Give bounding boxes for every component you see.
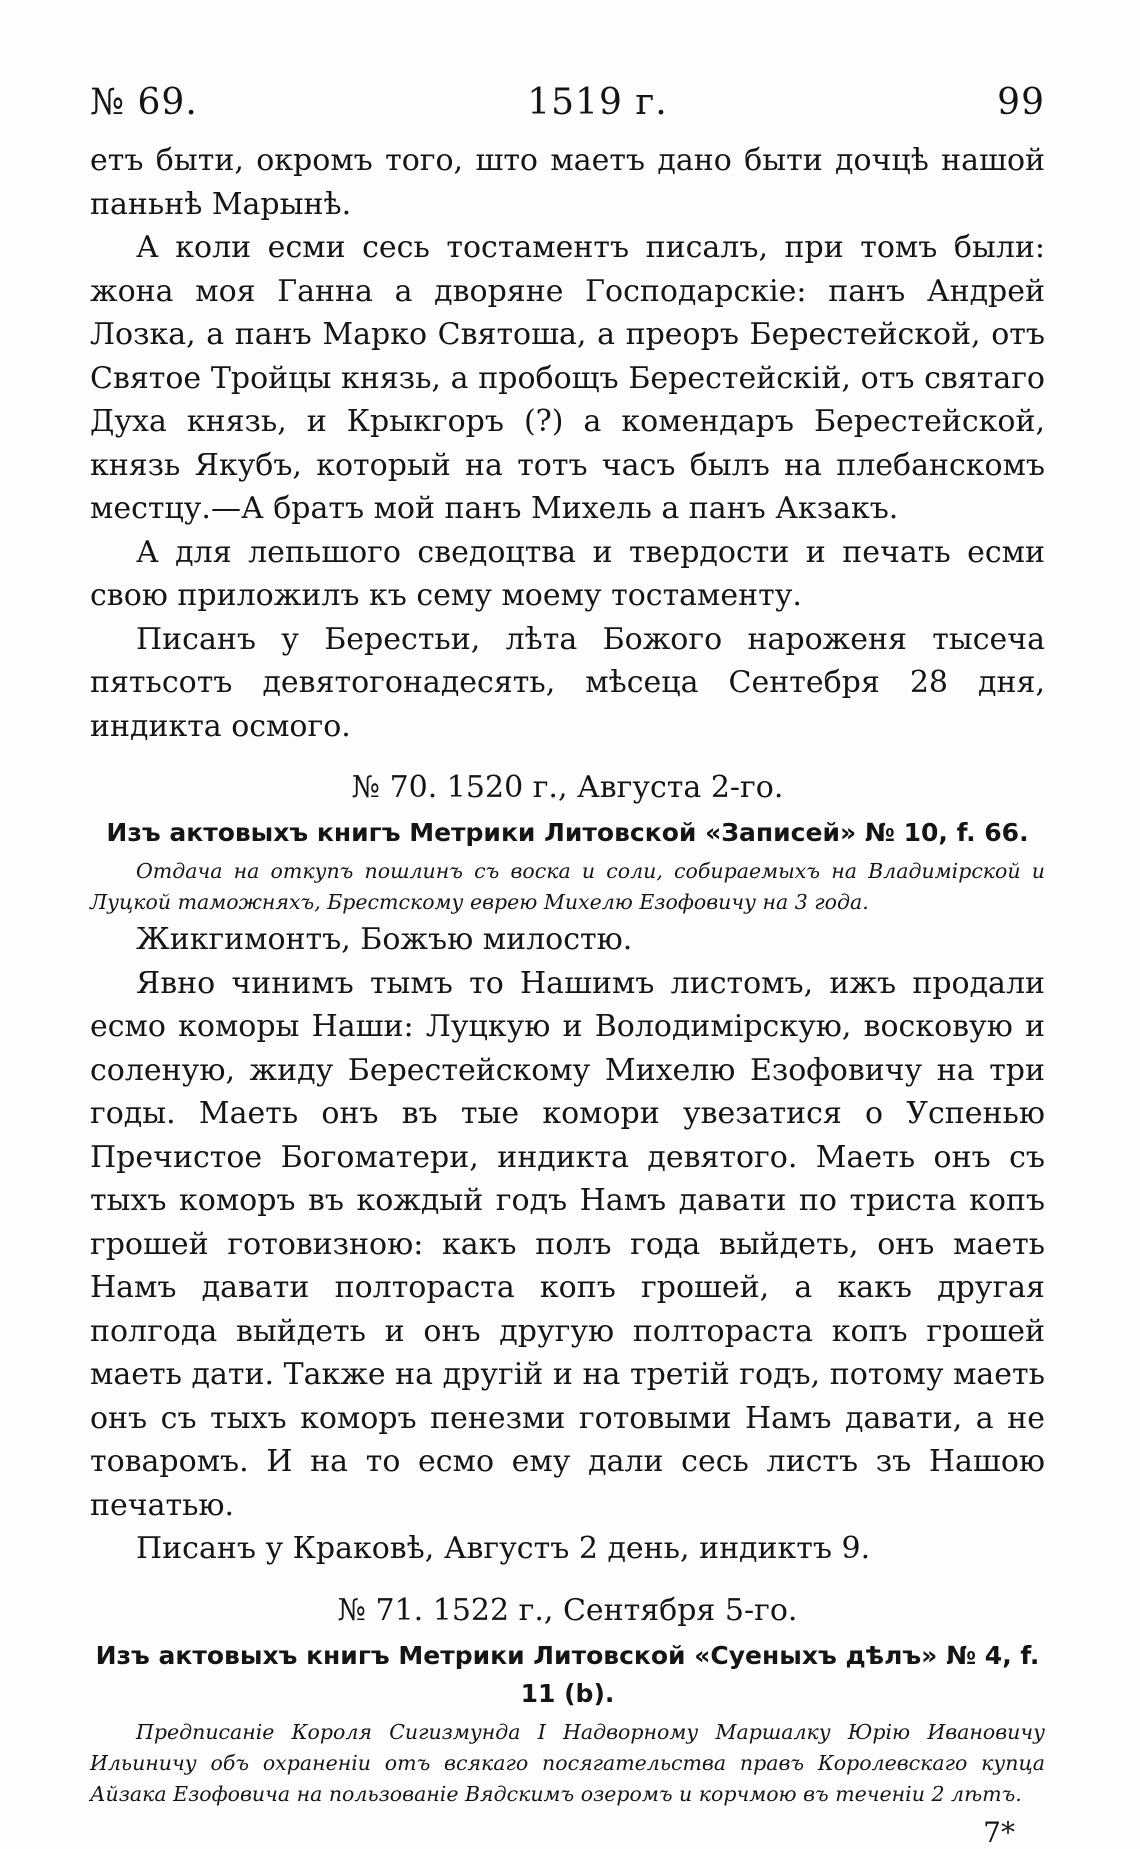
header-year: 1519 г. <box>527 82 668 123</box>
doc71-source-title: Изъ актовыхъ книгъ Метрики Литовской «Суеныхъ дѣлъ» № 4, f. 11 (b). <box>95 1640 1040 1708</box>
doc70-number: № 70. 1520 г., Августа 2-го. <box>351 770 784 805</box>
doc70-paragraph-3: Писанъ у Краковѣ, Августъ 2 день, индиктъ 9. <box>136 1531 871 1566</box>
signature-mark: 7* <box>983 1815 1015 1849</box>
doc69-paragraph-4: Писанъ у Берестьи, лѣта Божого нароженя тысеча пятьсотъ девятогонадесять, мѣсеца Сентебря 28 дня, индикта осмого. <box>90 621 1045 744</box>
doc71-summary: Предписаніе Короля Сигизмунда I Надворному Маршалку Юрію Ивановичу Ильиничу объ охраненіи отъ всякаго посягательства правъ Королевскаго купца Айзака Езофовича на пользованіе Вядскимъ озеромъ и корчмою въ теченіи 2 лѣтъ. <box>90 1719 1045 1806</box>
doc70-paragraph-2: Явно чинимъ тымъ то Нашимъ листомъ, ижъ продали есмо коморы Наши: Луцкую и Володимірскую, восковую и соленую, жиду Берестейскому Михелю Езофовичу на три годы. Маеть онъ въ тые комори увезатися о Успенью Пречистое Богоматери, индикта девятого. Маеть онъ съ тыхъ коморъ въ кождый годъ Намъ давати по триста копъ грошей готовизною: какъ полъ года выйдеть, онъ маеть Намъ давати полтораста копъ грошей, а какъ другая полгода выйдеть и онъ другую полтораста копъ грошей маеть дати. Также на другій и на третій годъ, потому маеть онъ съ тыхъ коморъ пенезми готовыми Намъ давати, а не товаромъ. И на то есмо ему дали сесь листъ зъ Нашою печатью. <box>90 965 1045 1523</box>
doc71-number: № 71. 1522 г., Сентября 5-го. <box>337 1592 798 1628</box>
doc70-summary: Отдача на откупъ пошлинъ съ воска и соли, собираемыхъ на Владимірской и Луцкой таможняхъ, Брестскому еврею Михелю Езофовичу на 3 года. <box>90 859 1045 914</box>
doc70-source-title: Изъ актовыхъ книгъ Метрики Литовской «Записей» № 10, f. 66. <box>106 818 1029 847</box>
document-71 <box>90 1589 1045 1849</box>
doc70-paragraph-1: Жикгимонтъ, Божъю милостю. <box>136 922 633 957</box>
page-number: 99 <box>997 82 1045 123</box>
doc69-paragraph-2: А коли есми сесь тостаментъ писалъ, при томъ были: жона моя Ганна а дворяне Господарскіе: панъ Андрей Лозка, а панъ Марко Святоша, а преоръ Берестейской, отъ Святое Тройцы князь, а пробощъ Берестейскій, отъ святаго Духа князь, и Крыкгоръ (?) а комендаръ Берестейской, князь Якубъ, который на тотъ часъ былъ на плебанскомъ местцу.—А братъ мой панъ Михель а панъ Акзакъ. <box>90 230 1045 526</box>
doc69-paragraph-3: А для лепьшого сведоцтва и твердости и печать есми свою приложилъ къ сему моему тостаменту. <box>90 534 1045 613</box>
document-69-continuation <box>90 139 1045 748</box>
page <box>90 82 1045 1849</box>
document-70 <box>90 766 1045 1571</box>
document-number: № 69. <box>90 82 198 123</box>
doc69-paragraph-1: етъ быти, окромъ того, што маетъ дано быти дочцѣ нашой паньнѣ Марынѣ. <box>90 143 1045 222</box>
running-header <box>90 82 1045 123</box>
